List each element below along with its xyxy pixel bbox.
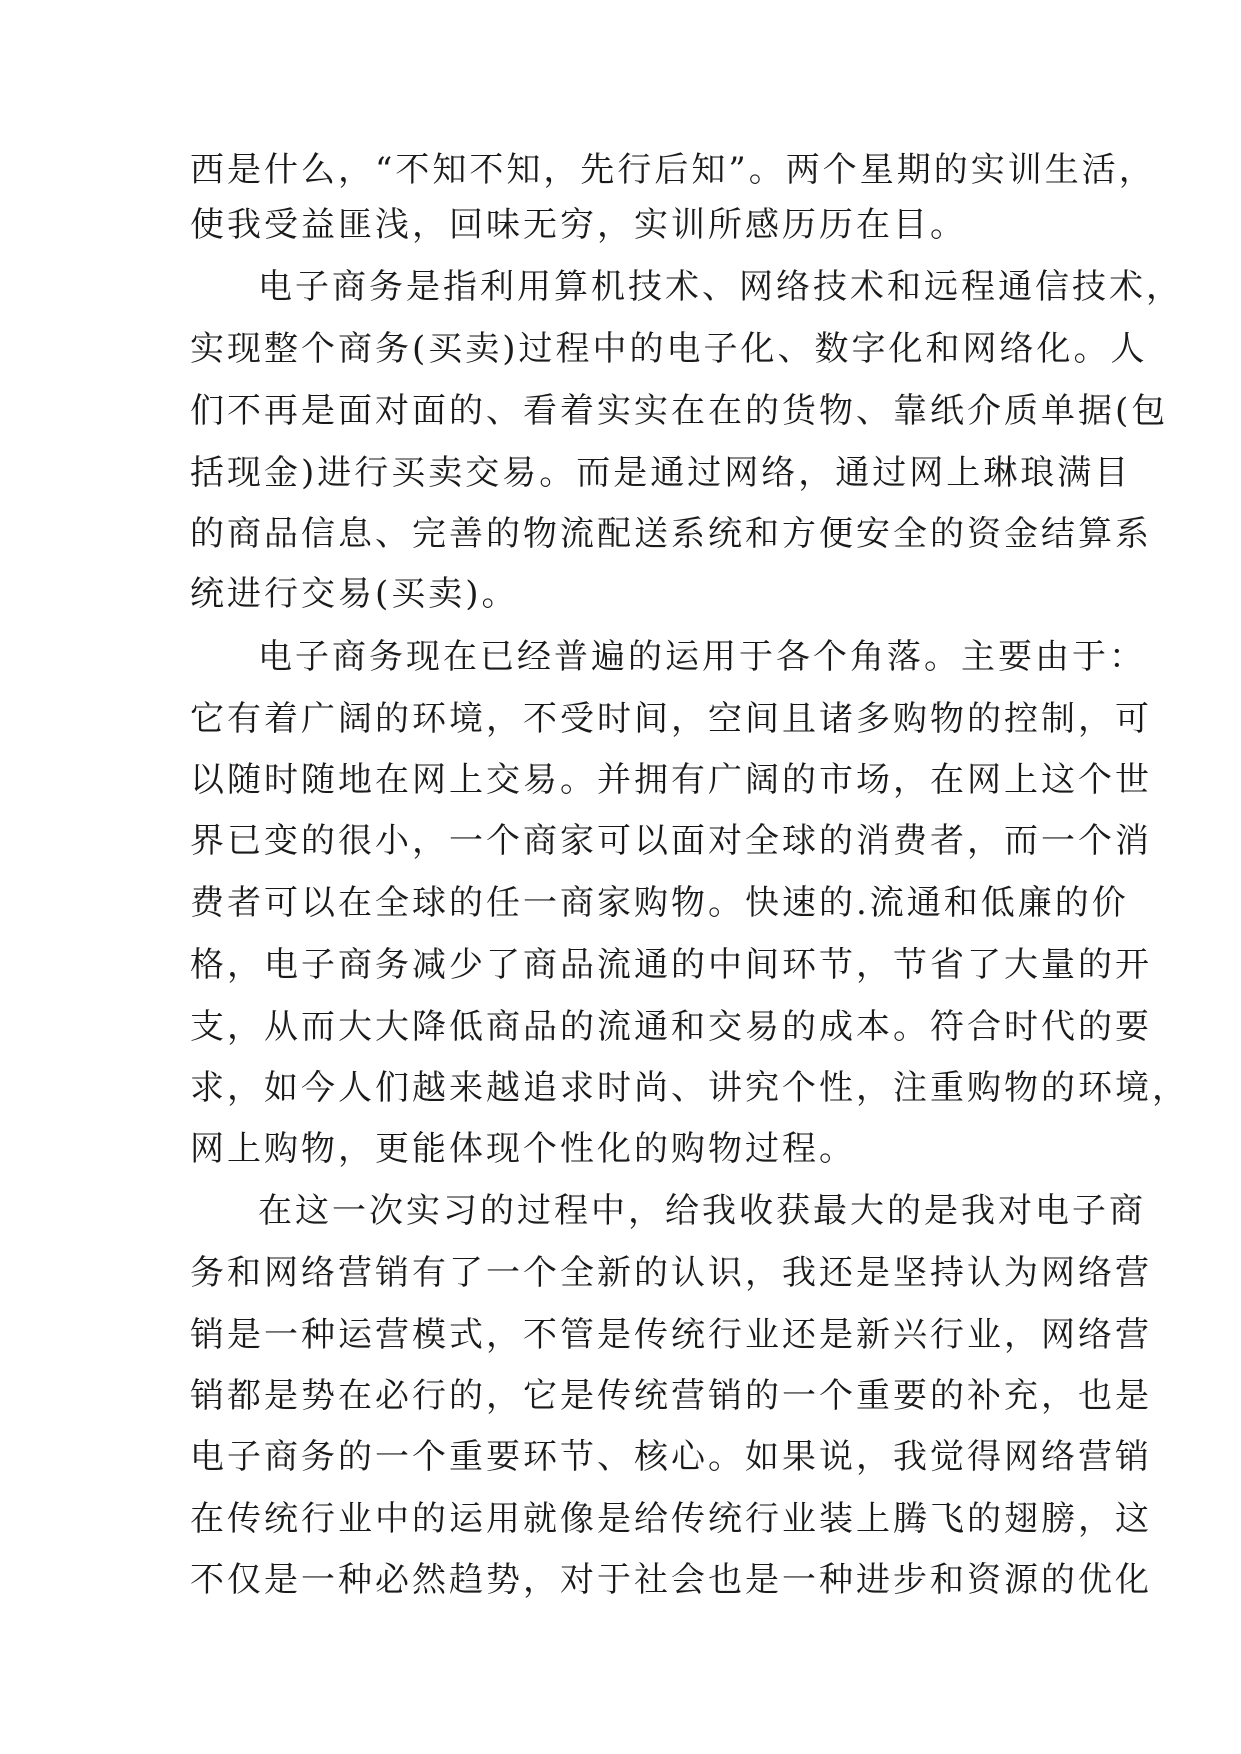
text-line: 电子商务的一个重要环节、核心。如果说，我觉得网络营销 — [190, 1437, 1152, 1477]
paragraph-first-line: 电子商务现在已经普遍的运用于各个角落。主要由于： — [258, 637, 1146, 677]
text-line: 费者可以在全球的任一商家购物。快速的.流通和低廉的价 — [190, 883, 1129, 923]
text-line: 界已变的很小，一个商家可以面对全球的消费者，而一个消 — [190, 821, 1152, 861]
text-line: 求，如今人们越来越追求时尚、讲究个性，注重购物的环境， — [190, 1068, 1189, 1108]
text-line: 支，从而大大降低商品的流通和交易的成本。符合时代的要 — [190, 1007, 1152, 1047]
text-line: 实现整个商务(买卖)过程中的电子化、数字化和网络化。人 — [190, 329, 1148, 369]
text-line: 的商品信息、完善的物流配送系统和方便安全的资金结算系 — [190, 514, 1152, 554]
text-line: 们不再是面对面的、看着实实在在的货物、靠纸介质单据(包 — [190, 391, 1169, 431]
text-line: 销都是势在必行的，它是传统营销的一个重要的补充，也是 — [190, 1376, 1152, 1416]
text-line: 统进行交易(买卖)。 — [190, 574, 519, 614]
text-line: 使我受益匪浅，回味无穷，实训所感历历在目。 — [190, 205, 967, 245]
text-line: 以随时随地在网上交易。并拥有广阔的市场，在网上这个世 — [190, 760, 1152, 800]
text-line: 格，电子商务减少了商品流通的中间环节，节省了大量的开 — [190, 945, 1152, 985]
text-line: 不仅是一种必然趋势，对于社会也是一种进步和资源的优化 — [190, 1560, 1152, 1600]
text-line: 务和网络营销有了一个全新的认识，我还是坚持认为网络营 — [190, 1253, 1152, 1293]
text-line: 它有着广阔的环境，不受时间，空间且诸多购物的控制，可 — [190, 699, 1152, 739]
text-line: 西是什么，“不知不知，先行后知”。两个星期的实训生活， — [190, 150, 1156, 190]
paragraph-first-line: 在这一次实习的过程中，给我收获最大的是我对电子商 — [258, 1191, 1146, 1231]
text-line: 销是一种运营模式，不管是传统行业还是新兴行业，网络营 — [190, 1315, 1152, 1355]
paragraph-first-line: 电子商务是指利用算机技术、网络技术和远程通信技术， — [258, 267, 1183, 307]
text-line: 括现金)进行买卖交易。而是通过网络，通过网上琳琅满目 — [190, 453, 1132, 493]
text-line: 网上购物，更能体现个性化的购物过程。 — [190, 1129, 856, 1169]
text-line: 在传统行业中的运用就像是给传统行业装上腾飞的翅膀，这 — [190, 1499, 1152, 1539]
